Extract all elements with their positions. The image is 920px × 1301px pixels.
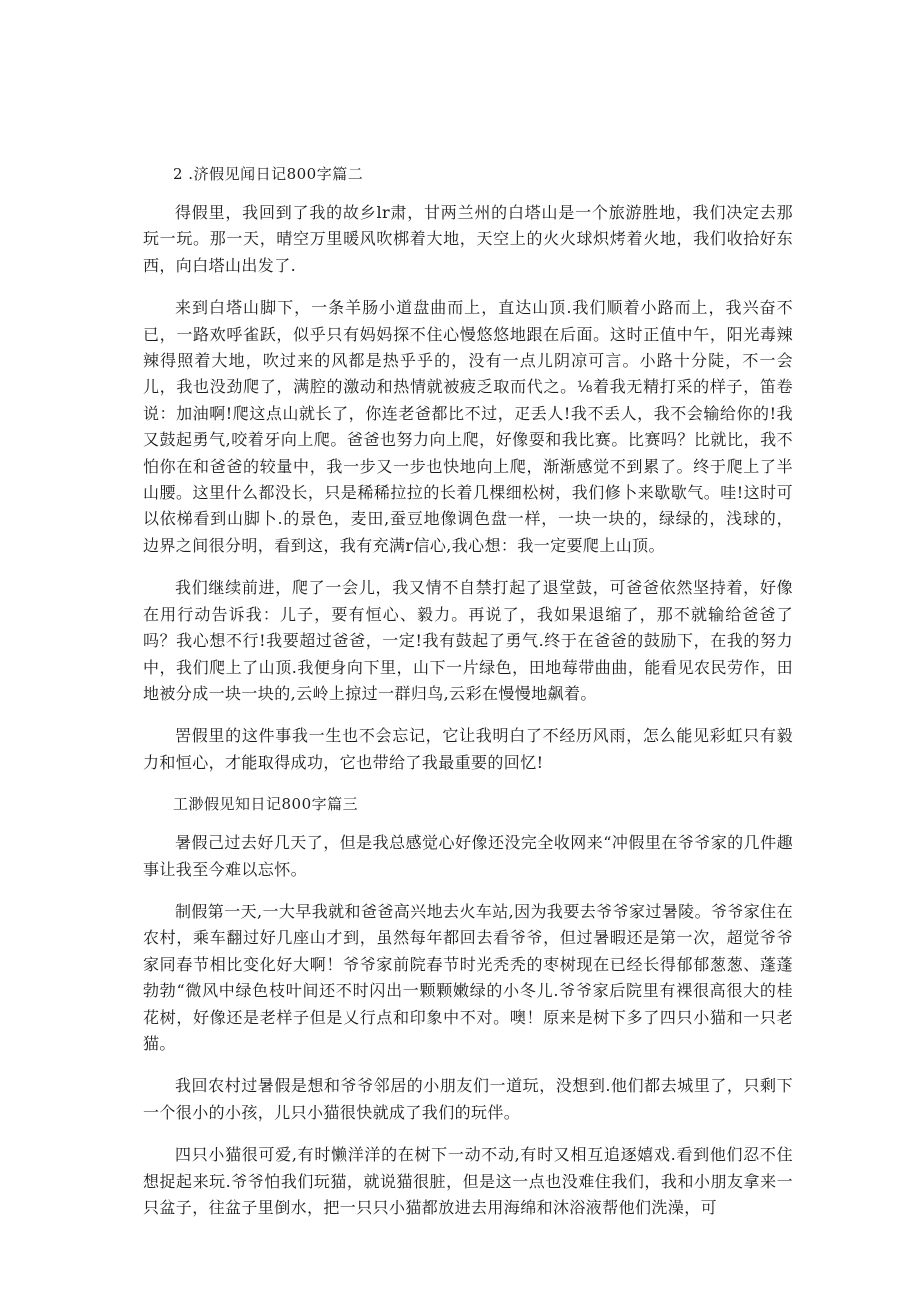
paragraph: 得假里，我回到了我的故乡lr肃，甘两兰州的白塔山是一个旅游胜地，我们决定去那玩一玩。那一天，晴空万里暖风吹梆着大地，天空上的火火球炽烤着火地，我们收拾好东西，向白塔山出发了.: [143, 203, 793, 275]
section-heading-3: 工渺假见知日记800字篇三: [173, 795, 359, 814]
paragraph: 制假第一天,一大早我就和爸爸高兴地去火车站,因为我要去爷爷家过暑陵。爷爷家住在农村，乘车翻过好几座山才到，虽然每年都回去看爷爷，但过暑暇还是第一次，超觉爷爷家同春节相比变化好大啊！爷爷家前院春节时光秃秃的枣树现在已经长得郁郁葱葱、蓬蓬勃勃“微风中绿色枝叶间还不时闪出一颗颗嫩绿的小冬儿.爷爷家后院里有裸很高很大的桂花树，好像还是老样子但是乂行点和印象中不对。噢！原来是树下多了四只小猫和一只老猫。: [143, 901, 793, 1053]
paragraph: 暑假己过去好几天了，但是我总感觉心好像还没完全收网来“冲假里在爷爷家的几件趣事让我至今难以忘怀。: [143, 833, 793, 879]
paragraph: 四只小猫很可爱,有时懒洋洋的在树下一动不动,有时又相互追逐嬉戏.看到他们忍不住想捉起来玩.爷爷怕我们玩猫，就说猫很脏，但是这一点也没难住我们，我和小朋友拿来一只盆子，往盆子里倒水，把一只只小猫都放进去用海绵和沐浴液帮他们洗澡，可: [143, 1145, 793, 1217]
document-body: [143, 162, 793, 1237]
paragraph: 我们继续前进，爬了一会儿，我又情不自禁打起了退堂鼓，可爸爸依然坚持着，好像在用行动告诉我：儿子，要有恒心、毅力。再说了，我如果退缩了，那不就输给爸爸了吗？我心想不行!我要超过爸爸，一定!我有鼓起了勇气.终于在爸爸的鼓励下，在我的努力中，我们爬上了山顶.我便身向下里，山下一片绿色，田地莓带曲曲，能看见农民劳作，田地被分成一块一块的,云岭上掠过一群归鸟,云彩在慢慢地飙着。: [143, 578, 793, 703]
paragraph: 来到白塔山脚下，一条羊肠小道盘曲而上，直达山顶.我们顺着小路而上，我兴奋不已，一路欢呼雀跃，似乎只有妈妈探不住心慢悠悠地跟在后面。这时正值中午，阳光毒辣辣得照着大地，吹过来的风都是热乎乎的，没有一点儿阴凉可言。小路十分陡，不一会儿，我也没劲爬了，满腔的激动和热情就被疲乏取而代之。⅛着我无精打采的样子，笛卷说：加油啊!爬这点山就长了，你连老爸都比不过，⽦丢人!我不丢人，我不会输给你的!我又鼓起勇气,咬着牙向上爬。爸爸也努力向上爬，好像耍和我比赛。比赛吗？比就比，我不怕你在和爸爸的较量中，我一步又一步也快地向上爬，渐渐感觉不到累了。终于爬上了半山腰。这里什么都没长，只是稀稀拉拉的长着几棵细松树，我们修卜来歇歇气。哇!这时可以依梯看到山脚卜.的景色，麦田,蚕豆地像调色盘一样，一块一块的，绿绿的，浅球的，边界之间很分明，看到这，我有充满r信心,我心想：我一定要爬上山顶。: [143, 298, 793, 555]
section-heading-2: 2 .济假见闻日记800字篇二: [173, 165, 364, 183]
paragraph: 我回农村过暑假是想和爷爷邻居的小朋友们一道玩，没想到.他们都去城里了，只剩下一个很小的小孩，儿只小猫很快就成了我们的玩伴。: [143, 1076, 793, 1122]
paragraph: 罟假里的这件事我一生也不会忘记，它让我明白了不经历风雨，怎么能见彩虹只有毅力和恒心，才能取得成功，它也带给了我最重要的回忆!: [143, 726, 793, 772]
